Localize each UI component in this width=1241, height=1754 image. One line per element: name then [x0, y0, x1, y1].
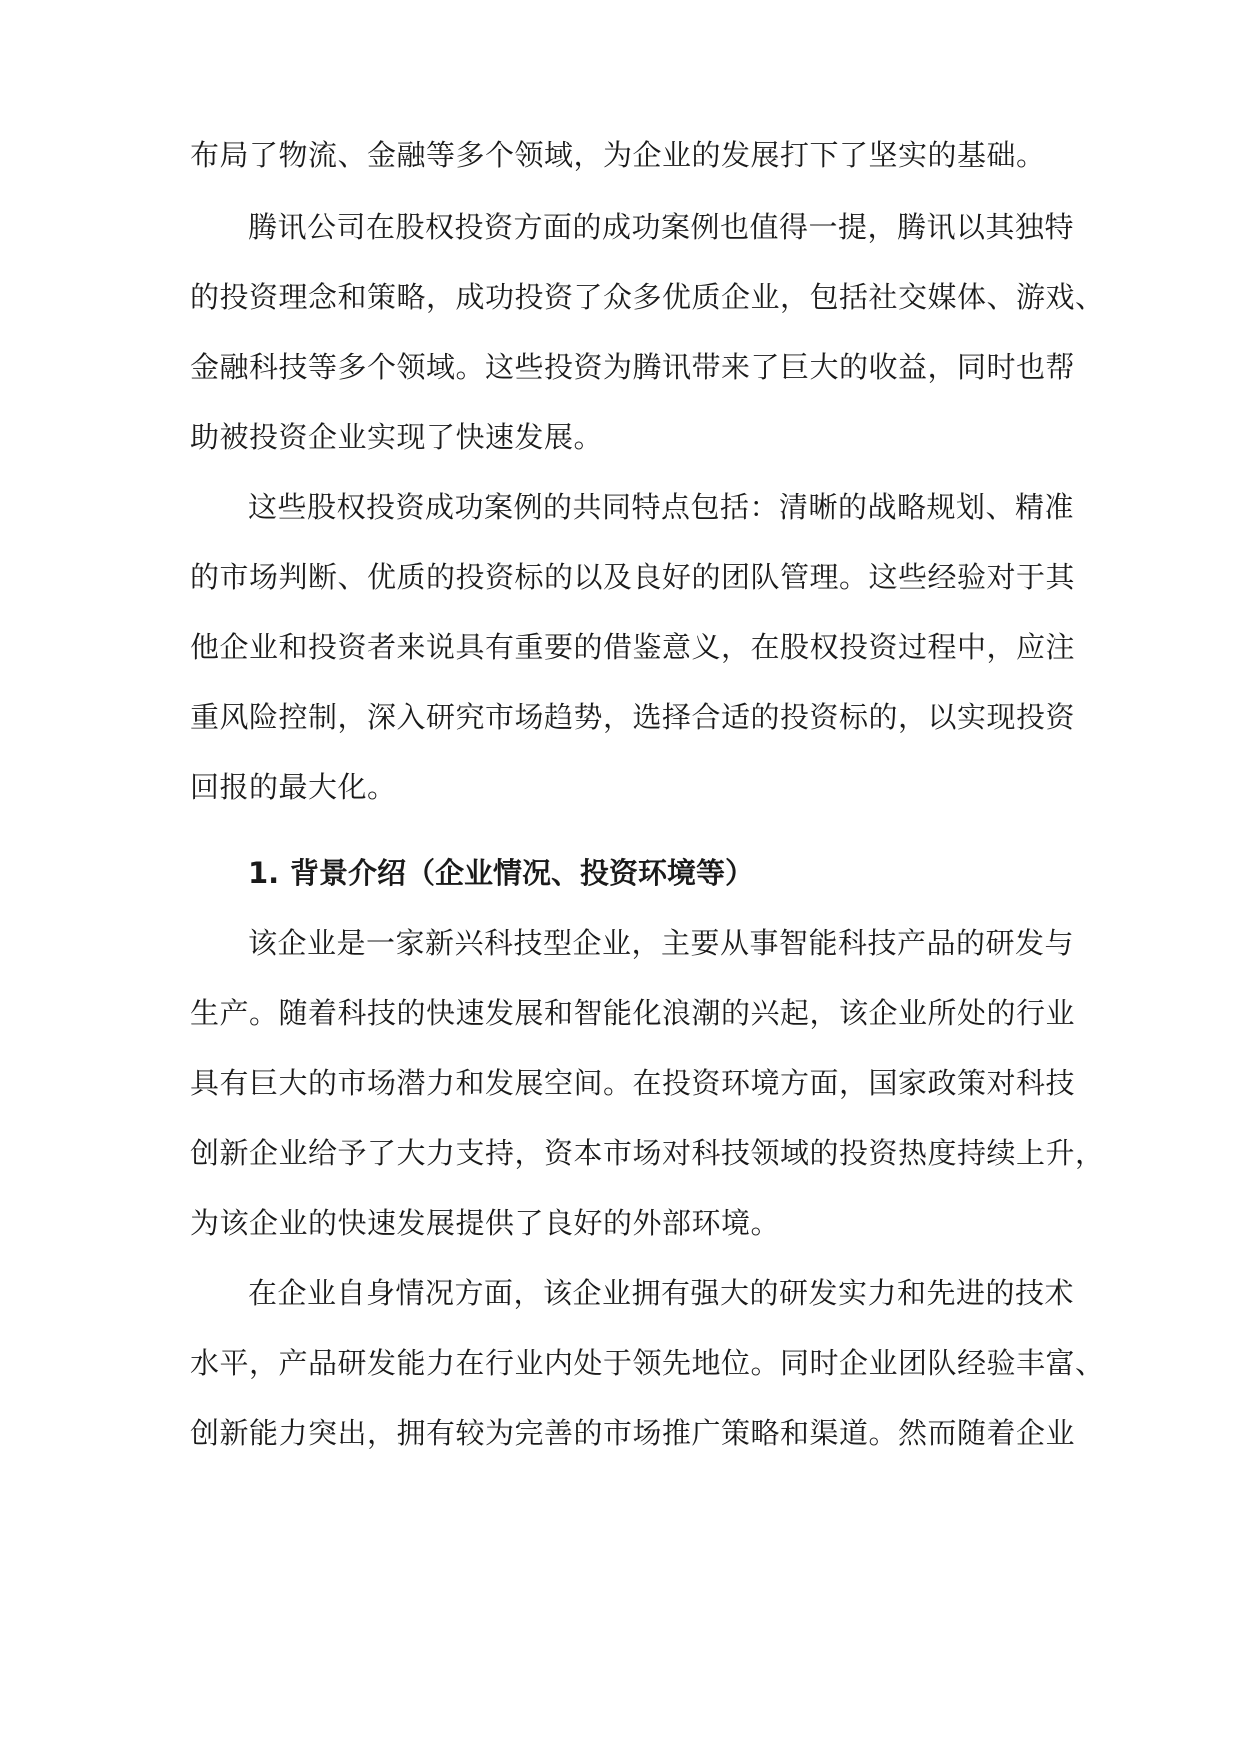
paragraph-line: 助被投资企业实现了快速发展。 — [190, 420, 604, 454]
paragraph-line: 他企业和投资者来说具有重要的借鉴意义，在股权投资过程中，应注 — [190, 630, 1076, 664]
paragraph-line: 水平，产品研发能力在行业内处于领先地位。同时企业团队经验丰富、 — [190, 1346, 1105, 1380]
paragraph-line: 金融科技等多个领域。这些投资为腾讯带来了巨大的收益，同时也帮 — [190, 350, 1076, 384]
paragraph-line: 在企业自身情况方面，该企业拥有强大的研发实力和先进的技术 — [248, 1276, 1075, 1310]
paragraph-line: 的投资理念和策略，成功投资了众多优质企业，包括社交媒体、游戏、 — [190, 280, 1105, 314]
paragraph-line: 该企业是一家新兴科技型企业，主要从事智能科技产品的研发与 — [248, 926, 1075, 960]
section-title: 背景介绍（企业情况、投资环境等） — [290, 856, 755, 890]
section-heading — [248, 853, 754, 893]
paragraph-line: 腾讯公司在股权投资方面的成功案例也值得一提，腾讯以其独特 — [248, 210, 1075, 244]
paragraph-line: 重风险控制，深入研究市场趋势，选择合适的投资标的，以实现投资 — [190, 700, 1076, 734]
paragraph-line: 回报的最大化。 — [190, 770, 397, 804]
paragraph-line: 创新能力突出，拥有较为完善的市场推广策略和渠道。然而随着企业 — [190, 1416, 1076, 1450]
paragraph-line: 生产。随着科技的快速发展和智能化浪潮的兴起，该企业所处的行业 — [190, 996, 1076, 1030]
paragraph-line: 为该企业的快速发展提供了良好的外部环境。 — [190, 1206, 781, 1240]
paragraph-line: 布局了物流、金融等多个领域，为企业的发展打下了坚实的基础。 — [190, 138, 1046, 172]
paragraph-line: 的市场判断、优质的投资标的以及良好的团队管理。这些经验对于其 — [190, 560, 1076, 594]
paragraph-line: 创新企业给予了大力支持，资本市场对科技领域的投资热度持续上升， — [190, 1136, 1105, 1170]
section-number: 1. — [248, 856, 280, 890]
paragraph-line: 具有巨大的市场潜力和发展空间。在投资环境方面，国家政策对科技 — [190, 1066, 1076, 1100]
paragraph-line: 这些股权投资成功案例的共同特点包括：清晰的战略规划、精准 — [248, 490, 1075, 524]
